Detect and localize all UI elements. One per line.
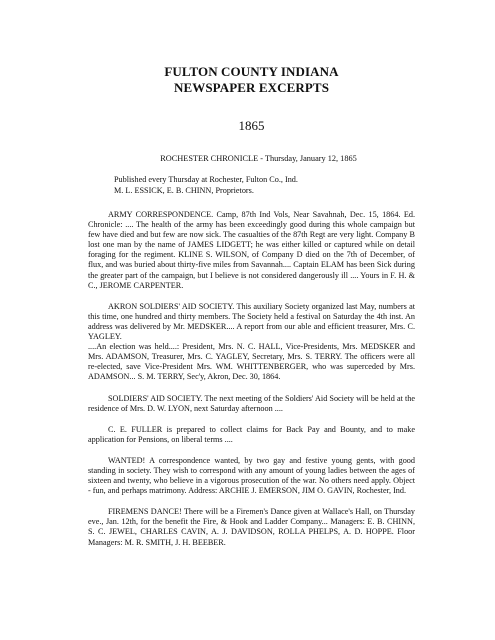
title-line-1: FULTON COUNTY INDIANA	[164, 64, 339, 79]
article-fuller-claims: C. E. FULLER is prepared to collect claims for Back Pay and Bounty, and to make application for Pensions, on liberal terms ....	[88, 424, 415, 444]
chronicle-heading: ROCHESTER CHRONICLE - Thursday, January 12, 1865	[160, 154, 357, 163]
publication-line-2: M. L. ESSICK, E. B. CHINN, Proprietors.	[114, 186, 254, 195]
article-army-correspondence: ARMY CORRESPONDENCE. Camp, 87th Ind Vols, Near Savahnah, Dec. 15, 1864. Ed. Chronicle: .... The health of the army has been exceedingly good during this whole campaign but few have died and but few are now sick. The casualties of the 87th Regt are very light. Company B lost one man by the name of JAMES LIDGETT; he was either killed or captured while on detail foraging for the regiment. KLINE S. WILSON, of Company D died on the 7th of December, of flux, and was buried about thirty-five miles from Savannah.... Captain ELAM has been Sick during the greater part of the campaign, but I believe is not considered dangerously ill .... Yours in F. H. & C., JEROME CARPENTER.	[88, 210, 415, 290]
article-wanted: WANTED! A correspondence wanted, by two gay and festive young gents, with good standing in society. They wish to correspond with any amount of young ladies between the ages of sixteen and twenty, who believe in a vigorous prosecution of the war. No others need apply. Object - fun, and perhaps matrimony. Address: ARCHIE J. EMERSON, JIM O. GAVIN, Rochester, Ind.	[88, 455, 415, 496]
article-akron-election: ....An election was held....: President, Mrs. N. C. HALL, Vice-Presidents, Mrs. MEDSKER and Mrs. ADAMSON, Treasurer, Mrs. C. YAGLEY, Secretary, Mrs. S. TERRY. The officers were all re-elected, save Vice-President Mrs. WM. WHITTENBERGER, who was superceded by Mrs. ADAMSON... S. M. TERRY, Sec'y, Akron, Dec. 30, 1864.	[88, 342, 415, 382]
article-soldiers-aid-meeting: SOLDIERS' AID SOCIETY. The next meeting of the Soldiers' Aid Society will be held at the residence of Mrs. D. W. LYON, next Saturday afternoon ....	[88, 393, 415, 413]
article-akron-aid-society: AKRON SOLDIERS' AID SOCIETY. This auxiliary Society organized last May, numbers at this time, one hundred and thirty members. The Society held a festival on Saturday the 4th inst. An address was delivered by Mr. MEDSKER.... A report from our able and efficient treasurer, Mrs. C. YAGLEY.	[88, 301, 415, 342]
title-line-2: NEWSPAPER EXCERPTS	[173, 80, 330, 95]
year-heading: 1865	[238, 118, 265, 133]
publication-info	[114, 174, 415, 196]
article-firemens-dance: FIREMENS DANCE! There will be a Firemen's Dance given at Wallace's Hall, on Thursday eve., Jan. 12th, for the benefit the Fire, & Hook and Ladder Company... Managers: E. B. CHINN, S. C. JEWEL, CHARLES CAVIN, A. J. DAVIDSON, ROLLA PHELPS, A. D. HOPPE. Floor Managers: M. R. SMITH, J. H. BEEBER.	[88, 507, 415, 547]
document-title	[88, 64, 415, 96]
publication-line-1: Published every Thursday at Rochester, Fulton Co., Ind.	[114, 175, 298, 184]
